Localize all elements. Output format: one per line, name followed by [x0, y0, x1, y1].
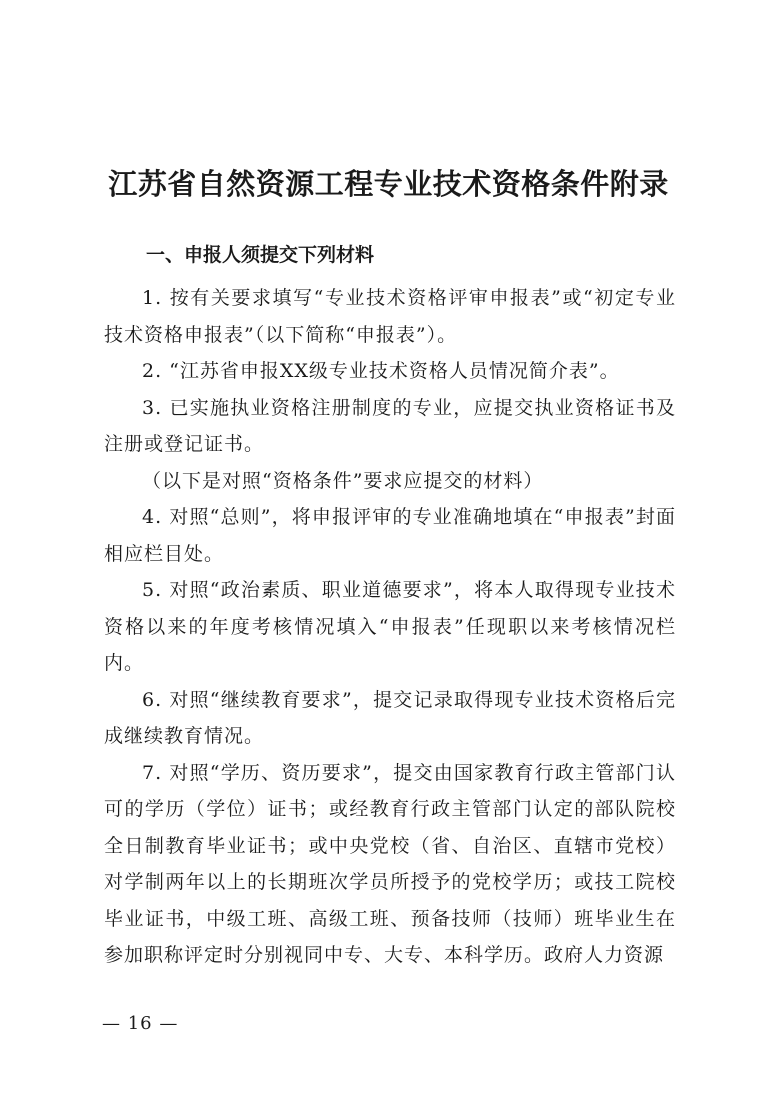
paragraph-note: （以下是对照“资格条件”要求应提交的材料）: [142, 469, 544, 492]
section-heading: 一、申报人须提交下列材料: [146, 244, 375, 266]
paragraph-item-1: 1. 按有关要求填写“专业技术资格评审申报表”或“初定专业技术资格申报表”（以下简称“申报表”）。: [104, 287, 676, 346]
paragraph-item-6: 6. 对照“继续教育要求”，提交记录取得现专业技术资格后完成继续教育情况。: [104, 688, 676, 747]
page-number: — 16 —: [102, 1013, 179, 1034]
paragraph-item-3: 3. 已实施执业资格注册制度的专业，应提交执业资格证书及注册或登记证书。: [104, 396, 676, 455]
paragraph-item-4: 4. 对照“总则”，将申报评审的专业准确地填在“申报表”封面相应栏目处。: [104, 506, 676, 565]
paragraph-item-2: 2. “江苏省申报XX级专业技术资格人员情况简介表”。: [142, 360, 620, 382]
document-body: [104, 280, 676, 974]
paragraph-item-5: 5. 对照“政治素质、职业道德要求”，将本人取得现专业技术资格以来的年度考核情况填入“申报表”任现职以来考核情况栏内。: [104, 579, 676, 674]
paragraph-item-7: 7. 对照“学历、资历要求”，提交由国家教育行政主管部门认可的学历（学位）证书；或经教育行政主管部门认定的部队院校全日制教育毕业证书；或中央党校（省、自治区、直辖市党校）对学制两年以上的长期班次学员所授予的党校学历；或技工院校毕业证书，中级工班、高级工班、预备技师（技师）班毕业生在参加职称评定时分别视同中专、大专、本科学历。政府人力资源: [104, 761, 676, 966]
document-title: 江苏省自然资源工程专业技术资格条件附录: [108, 167, 669, 201]
